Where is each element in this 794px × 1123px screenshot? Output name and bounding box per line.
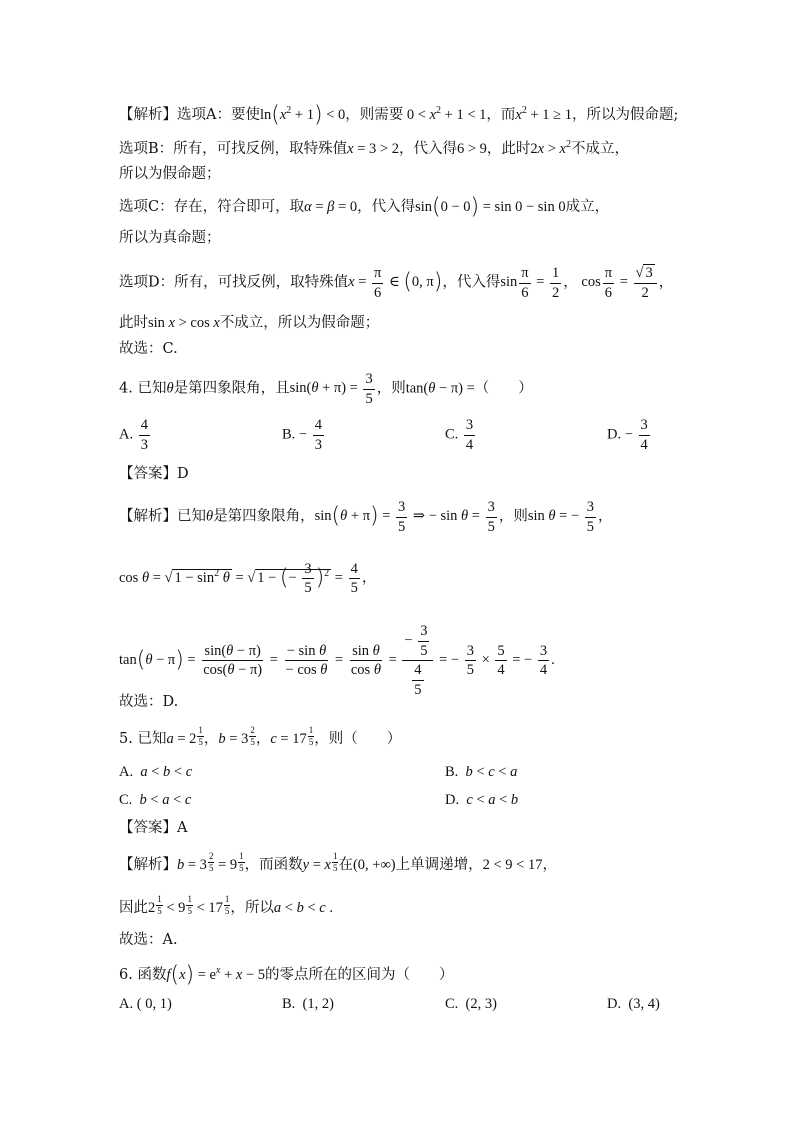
q6-option-d: D. (3, 4) [607,996,660,1012]
q5-option-d: D. c < a < b [445,792,519,808]
math-expr: x = $\frac{\pi}{6}$ ∈ (0, π) [348,265,443,301]
q4-option-a: A. $\frac{4}{3}$ [119,417,148,453]
q3-option-c-conclusion: 所以为真命题； [119,230,221,246]
math-expr: 2 $\frac{1}{5}$ < 9 $\frac{1}{5}$ < 17 $\frac{1}{5}$ [148,894,230,916]
math-expr: tan(θ − π) = $\frac{\sin(\theta - \pi)}{\cos(\theta - \pi)}$ = $\frac{\text{− sin θ}}{\text{− cos θ}}$ = $\frac{\text{sin θ}}{\text{cos θ}}$ = − $\frac{3}{5}$ $\frac{4}{5}$ = − $\frac{3}{5}$ × $\frac{5}{4}$ = − $\frac{3}{4}$ . [119,623,555,698]
math-expr: $x^2 + 1 \ge 1$ [515,105,572,123]
math-expr: $f(x) = e^x + x - 5$ [166,962,265,988]
math-expr: sin x > cos x [148,315,220,331]
math-expr: $0 < x^2 + 1 < 1$ [403,105,487,123]
q5-option-b: B. b < c < a [445,764,518,780]
q6-option-c: C. (2, 3) [445,996,497,1012]
math-expr: sin(θ + π) = $\frac{3}{5}$ [289,371,373,407]
q3-option-b-conclusion: 所以为假命题； [119,166,221,182]
math-expr: sin(0 − 0) = sin 0 − sin 0 [415,194,566,220]
q5-option-c: C. b < a < c [119,792,192,808]
q4-answer: 【答案】D [119,466,189,482]
q5-choose: 故选：A. [119,932,178,948]
math-expr: sin $\frac{\pi}{6}$ = $\frac{1}{2}$ [500,265,560,301]
math-expr: b = 3 $\frac{2}{5}$ [218,725,255,747]
math-expr: a < b < c . [273,900,333,916]
q3-option-d-conclusion: 此时sin x > cos x不成立，所以为假命题； [119,315,380,331]
math-expr: y = x $\frac{1}{5}$ [302,851,338,873]
q5-answer: 【答案】A [119,820,188,836]
math-expr: b = 3 $\frac{2}{5}$ = 9 $\frac{1}{5}$ [177,851,244,873]
q5-analysis-line1: 【解析】b = 3 $\frac{2}{5}$ = 9 $\frac{1}{5}$ ，而函数y = x $\frac{1}{5}$ 在(0, +∞)上单调递增，2 < 9 < 17， [119,851,557,873]
q4-option-d: D. − $\frac{3}{4}$ [607,417,648,453]
math-expr: cos $\frac{\pi}{6}$ = $\frac{√ 3}{2}$ [578,274,659,290]
math-expr: α = β = 0 [304,199,358,215]
math-expr: c = 17 $\frac{1}{5}$ [270,725,314,747]
q3-option-b-line: 选项B：所有，可找反例，取特殊值x = 3 > 2，代入得6 > 9，此时$2x > x^2$不成立， [119,139,629,157]
q5-analysis-line2: 因此2 $\frac{1}{5}$ < 9 $\frac{1}{5}$ < 17 $\frac{1}{5}$ ，所以a < b < c . [119,894,333,916]
q3-option-d-line: 选项D：所有，可找反例，取特殊值x = $\frac{\pi}{6}$ ∈ (0, π)，代入得sin $\frac{\pi}{6}$ = $\frac{1}{2}$ ， cos $\frac{\pi}{6}$ = $\frac{√ 3}{2}$ ， [119,265,674,301]
q4-analysis-line1: 【解析】已知θ是第四象限角，sin(θ + π) = $\frac{3}{5}$ ⇒ − sin θ = $\frac{3}{5}$ ，则sin θ = − $\frac{3}{5}$ ， [119,499,613,535]
q4-option-b: B. − $\frac{4}{3}$ [282,417,322,453]
math-expr: x = 3 > 2 [347,140,399,157]
math-expr: cos θ = √ $1 - \sin^2 \theta$ = √ 1 − (− $\frac{3}{5}$ )$^2$ = $\frac{4}{5}$ [119,560,358,596]
math-expr: tan(θ − π) = [405,380,475,397]
math-expr: sin(θ + π) = $\frac{3}{5}$ ⇒ − sin θ = $\frac{3}{5}$ [314,499,495,535]
math-expr: 6 > 9 [456,140,487,157]
q4-stem: 4. 已知θ是第四象限角，且sin(θ + π) = $\frac{3}{5}$ ，则tan(θ − π) =（ ） [119,371,533,407]
math-expr: 2 < 9 < 17 [482,857,543,873]
math-expr: (0, +∞) [352,857,396,873]
analysis-label: 【解析】 [119,106,177,123]
math-expr: $\ln(x^2 + 1) < 0$ [259,102,346,128]
q4-analysis-cos: cos θ = √ $1 - \sin^2 \theta$ = √ 1 − (− $\frac{3}{5}$ )$^2$ = $\frac{4}{5}$ ， [119,560,377,596]
math-expr: sin θ = − $\frac{3}{5}$ [527,499,595,535]
q5-option-a: A. a < b < c [119,764,193,780]
q3-option-c-line: 选项C：存在，符合即可，取α = β = 0，代入得sin(0 − 0) = sin 0 − sin 0成立， [119,194,610,220]
q6-option-a: A. ( 0, 1) [119,996,172,1012]
q4-choose: 故选：D. [119,694,179,710]
q5-stem: 5. 已知a = 2 $\frac{1}{5}$ ，b = 3 $\frac{2}{5}$ ，c = 17 $\frac{1}{5}$ ，则（ ） [119,725,402,747]
q4-analysis-tan [119,624,555,697]
q3-option-a-line: 【解析】选项A：要使$\ln(x^2 + 1) < 0$，则需要 $0 < x^2 + 1 < 1$，而$x^2 + 1 \ge 1$，所以为假命题; [119,102,679,128]
math-expr: $2x > x^2$ [530,139,571,157]
q4-option-c: C. $\frac{3}{4}$ [445,417,474,453]
q6-option-b: B. (1, 2) [282,996,334,1012]
q6-stem: 6. 函数$f(x) = e^x + x - 5$的零点所在的区间为（ ） [119,962,454,988]
q3-choose: 故选：C. [119,341,178,357]
math-expr: a = 2 $\frac{1}{5}$ [166,725,203,747]
